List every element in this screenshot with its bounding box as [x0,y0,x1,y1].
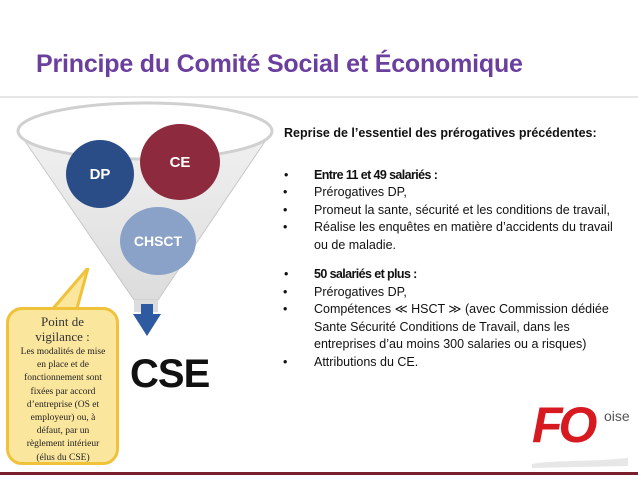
callout-title-line: vigilance : [35,329,90,344]
bullet-icon: • [283,185,288,199]
callout-line: fixées par accord [30,386,96,397]
fo-logo: FO [532,397,594,453]
chsct-bubble [120,207,196,275]
group-heading [284,167,624,185]
bullet-icon: • [283,354,288,369]
list-item-text: Compétences ≪ HSCT ≫ (avec Commission dédiée Sante Sécurité Conditions de Travail, dans les entreprises d’au moins 300 salaries ou a risques) [314,302,609,351]
bullet-icon: • [284,167,289,182]
callout-title-line: Point de [41,314,84,329]
bullet-icon: • [283,302,288,316]
list-item [254,202,624,220]
cse-result-label: CSE [130,352,210,396]
group-heading-text: Entre 11 et 49 salariés : [314,167,438,182]
list-item-text: Réalise les enquêtes en matière d’accidents du travail ou de maladie. [314,220,613,252]
callout-tail [40,268,90,312]
list-item-text: Prérogatives DP, [314,284,407,299]
group-heading [284,266,624,284]
list-item [254,184,624,202]
ce-label: CE [169,153,191,171]
callout-line: en place et de [37,360,89,371]
content-text-block [284,125,624,371]
callout-line: défaut, par un [36,426,90,437]
vigilance-callout-body [10,346,116,465]
bullet-icon: • [283,202,288,217]
list-item-text: Attributions du CE. [314,354,419,369]
chsct-label: CHSCT [133,233,183,249]
slide-title: Principe du Comité Social et Économique [36,50,523,78]
callout-line: d’entreprise (OS et [26,399,100,410]
ce-bubble [140,124,220,200]
list-item [254,284,624,302]
list-item [254,219,624,254]
callout-line: règlement intérieur [26,439,100,450]
bullet-icon: • [283,220,288,234]
callout-line: (élus du CSE) [36,452,90,463]
list-item [254,301,624,354]
bullet-icon: • [283,284,288,299]
vigilance-callout-title [6,314,119,344]
callout-line: employeur) ou, à [30,413,96,424]
bullet-icon: • [284,267,289,281]
intro-text: Reprise de l’essentiel des prérogatives précédentes: [284,126,597,140]
dp-label: DP [89,165,111,183]
fo-logo-suffix: oise [604,408,630,424]
dp-bubble [66,140,134,208]
list-item-text: Prérogatives DP, [314,185,407,199]
bottom-divider [0,472,638,475]
group-heading-text: 50 salariés et plus : [314,267,417,281]
callout-line: fonctionnement sont [24,373,102,384]
list-item-text: Promeut la sante, sécurité et les conditions de travail, [314,202,610,217]
list-item [254,354,624,372]
down-arrow-head-icon [133,314,161,336]
callout-line: Les modalités de mise [20,347,106,357]
